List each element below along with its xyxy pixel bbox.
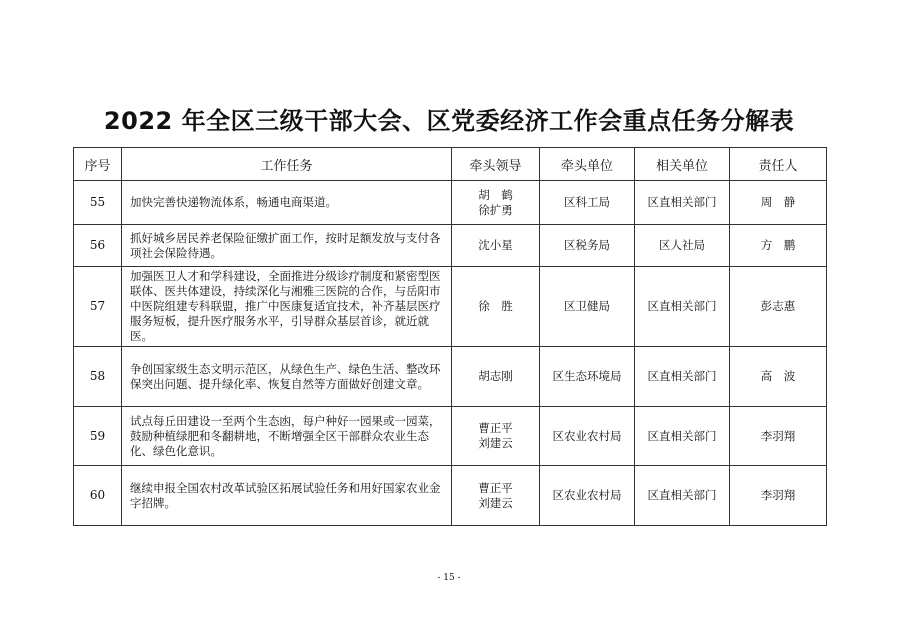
cell-responsible: 高 波 bbox=[730, 347, 827, 407]
table-row bbox=[74, 225, 827, 267]
cell-lead-unit: 区科工局 bbox=[540, 181, 635, 225]
cell-task: 抓好城乡居民养老保险征缴扩面工作，按时足额发放与支付各项社会保险待遇。 bbox=[122, 225, 452, 267]
cell-task: 加快完善快递物流体系，畅通电商渠道。 bbox=[122, 181, 452, 225]
table-row bbox=[74, 181, 827, 225]
cell-task: 继续申报全国农村改革试验区拓展试验任务和用好国家农业金字招牌。 bbox=[122, 466, 452, 526]
header-leader: 牵头领导 bbox=[452, 148, 540, 181]
cell-lead-unit: 区生态环境局 bbox=[540, 347, 635, 407]
cell-related-unit: 区人社局 bbox=[635, 225, 730, 267]
cell-responsible: 李羽翔 bbox=[730, 407, 827, 466]
cell-related-unit: 区直相关部门 bbox=[635, 466, 730, 526]
cell-related-unit: 区直相关部门 bbox=[635, 347, 730, 407]
cell-no: 57 bbox=[74, 267, 122, 347]
cell-leader: 胡 鹤 徐扩勇 bbox=[452, 181, 540, 225]
cell-leader: 曹正平 刘建云 bbox=[452, 407, 540, 466]
cell-related-unit: 区直相关部门 bbox=[635, 407, 730, 466]
cell-no: 60 bbox=[74, 466, 122, 526]
page-number: - 15 - bbox=[437, 573, 461, 583]
header-related-unit: 相关单位 bbox=[635, 148, 730, 181]
cell-responsible: 李羽翔 bbox=[730, 466, 827, 526]
table-row bbox=[74, 407, 827, 466]
cell-leader: 胡志刚 bbox=[452, 347, 540, 407]
cell-lead-unit: 区卫健局 bbox=[540, 267, 635, 347]
header-lead-unit: 牵头单位 bbox=[540, 148, 635, 181]
cell-task: 加强医卫人才和学科建设，全面推进分级诊疗制度和紧密型医联体、医共体建设，持续深化与湘雅三医院的合作，与岳阳市中医院组建专科联盟，推广中医康复适宜技术，补齐基层医疗服务短板，提升医疗服务水平，引导群众基层首诊，就近就医。 bbox=[122, 267, 452, 347]
table-header-row bbox=[74, 148, 827, 181]
cell-lead-unit: 区农业农村局 bbox=[540, 407, 635, 466]
cell-leader: 沈小星 bbox=[452, 225, 540, 267]
cell-leader: 曹正平 刘建云 bbox=[452, 466, 540, 526]
cell-no: 56 bbox=[74, 225, 122, 267]
table-row bbox=[74, 466, 827, 526]
cell-task: 争创国家级生态文明示范区，从绿色生产、绿色生活、整改环保突出问题、提升绿化率、恢复自然等方面做好创建文章。 bbox=[122, 347, 452, 407]
header-responsible: 责任人 bbox=[730, 148, 827, 181]
cell-no: 55 bbox=[74, 181, 122, 225]
cell-no: 59 bbox=[74, 407, 122, 466]
cell-lead-unit: 区农业农村局 bbox=[540, 466, 635, 526]
cell-lead-unit: 区税务局 bbox=[540, 225, 635, 267]
header-task: 工作任务 bbox=[122, 148, 452, 181]
table-row bbox=[74, 347, 827, 407]
cell-related-unit: 区直相关部门 bbox=[635, 267, 730, 347]
task-table bbox=[73, 147, 827, 526]
cell-no: 58 bbox=[74, 347, 122, 407]
cell-leader: 徐 胜 bbox=[452, 267, 540, 347]
header-no: 序号 bbox=[74, 148, 122, 181]
cell-responsible: 方 鹏 bbox=[730, 225, 827, 267]
cell-responsible: 周 静 bbox=[730, 181, 827, 225]
table-row bbox=[74, 267, 827, 347]
cell-task: 试点每丘田建设一至两个生态凼，每户种好一园果或一园菜，鼓励种植绿肥和冬翻耕地，不断增强全区干部群众农业生态化、绿色化意识。 bbox=[122, 407, 452, 466]
cell-related-unit: 区直相关部门 bbox=[635, 181, 730, 225]
cell-responsible: 彭志惠 bbox=[730, 267, 827, 347]
document-title: 2022 年全区三级干部大会、区党委经济工作会重点任务分解表 bbox=[103, 107, 795, 135]
